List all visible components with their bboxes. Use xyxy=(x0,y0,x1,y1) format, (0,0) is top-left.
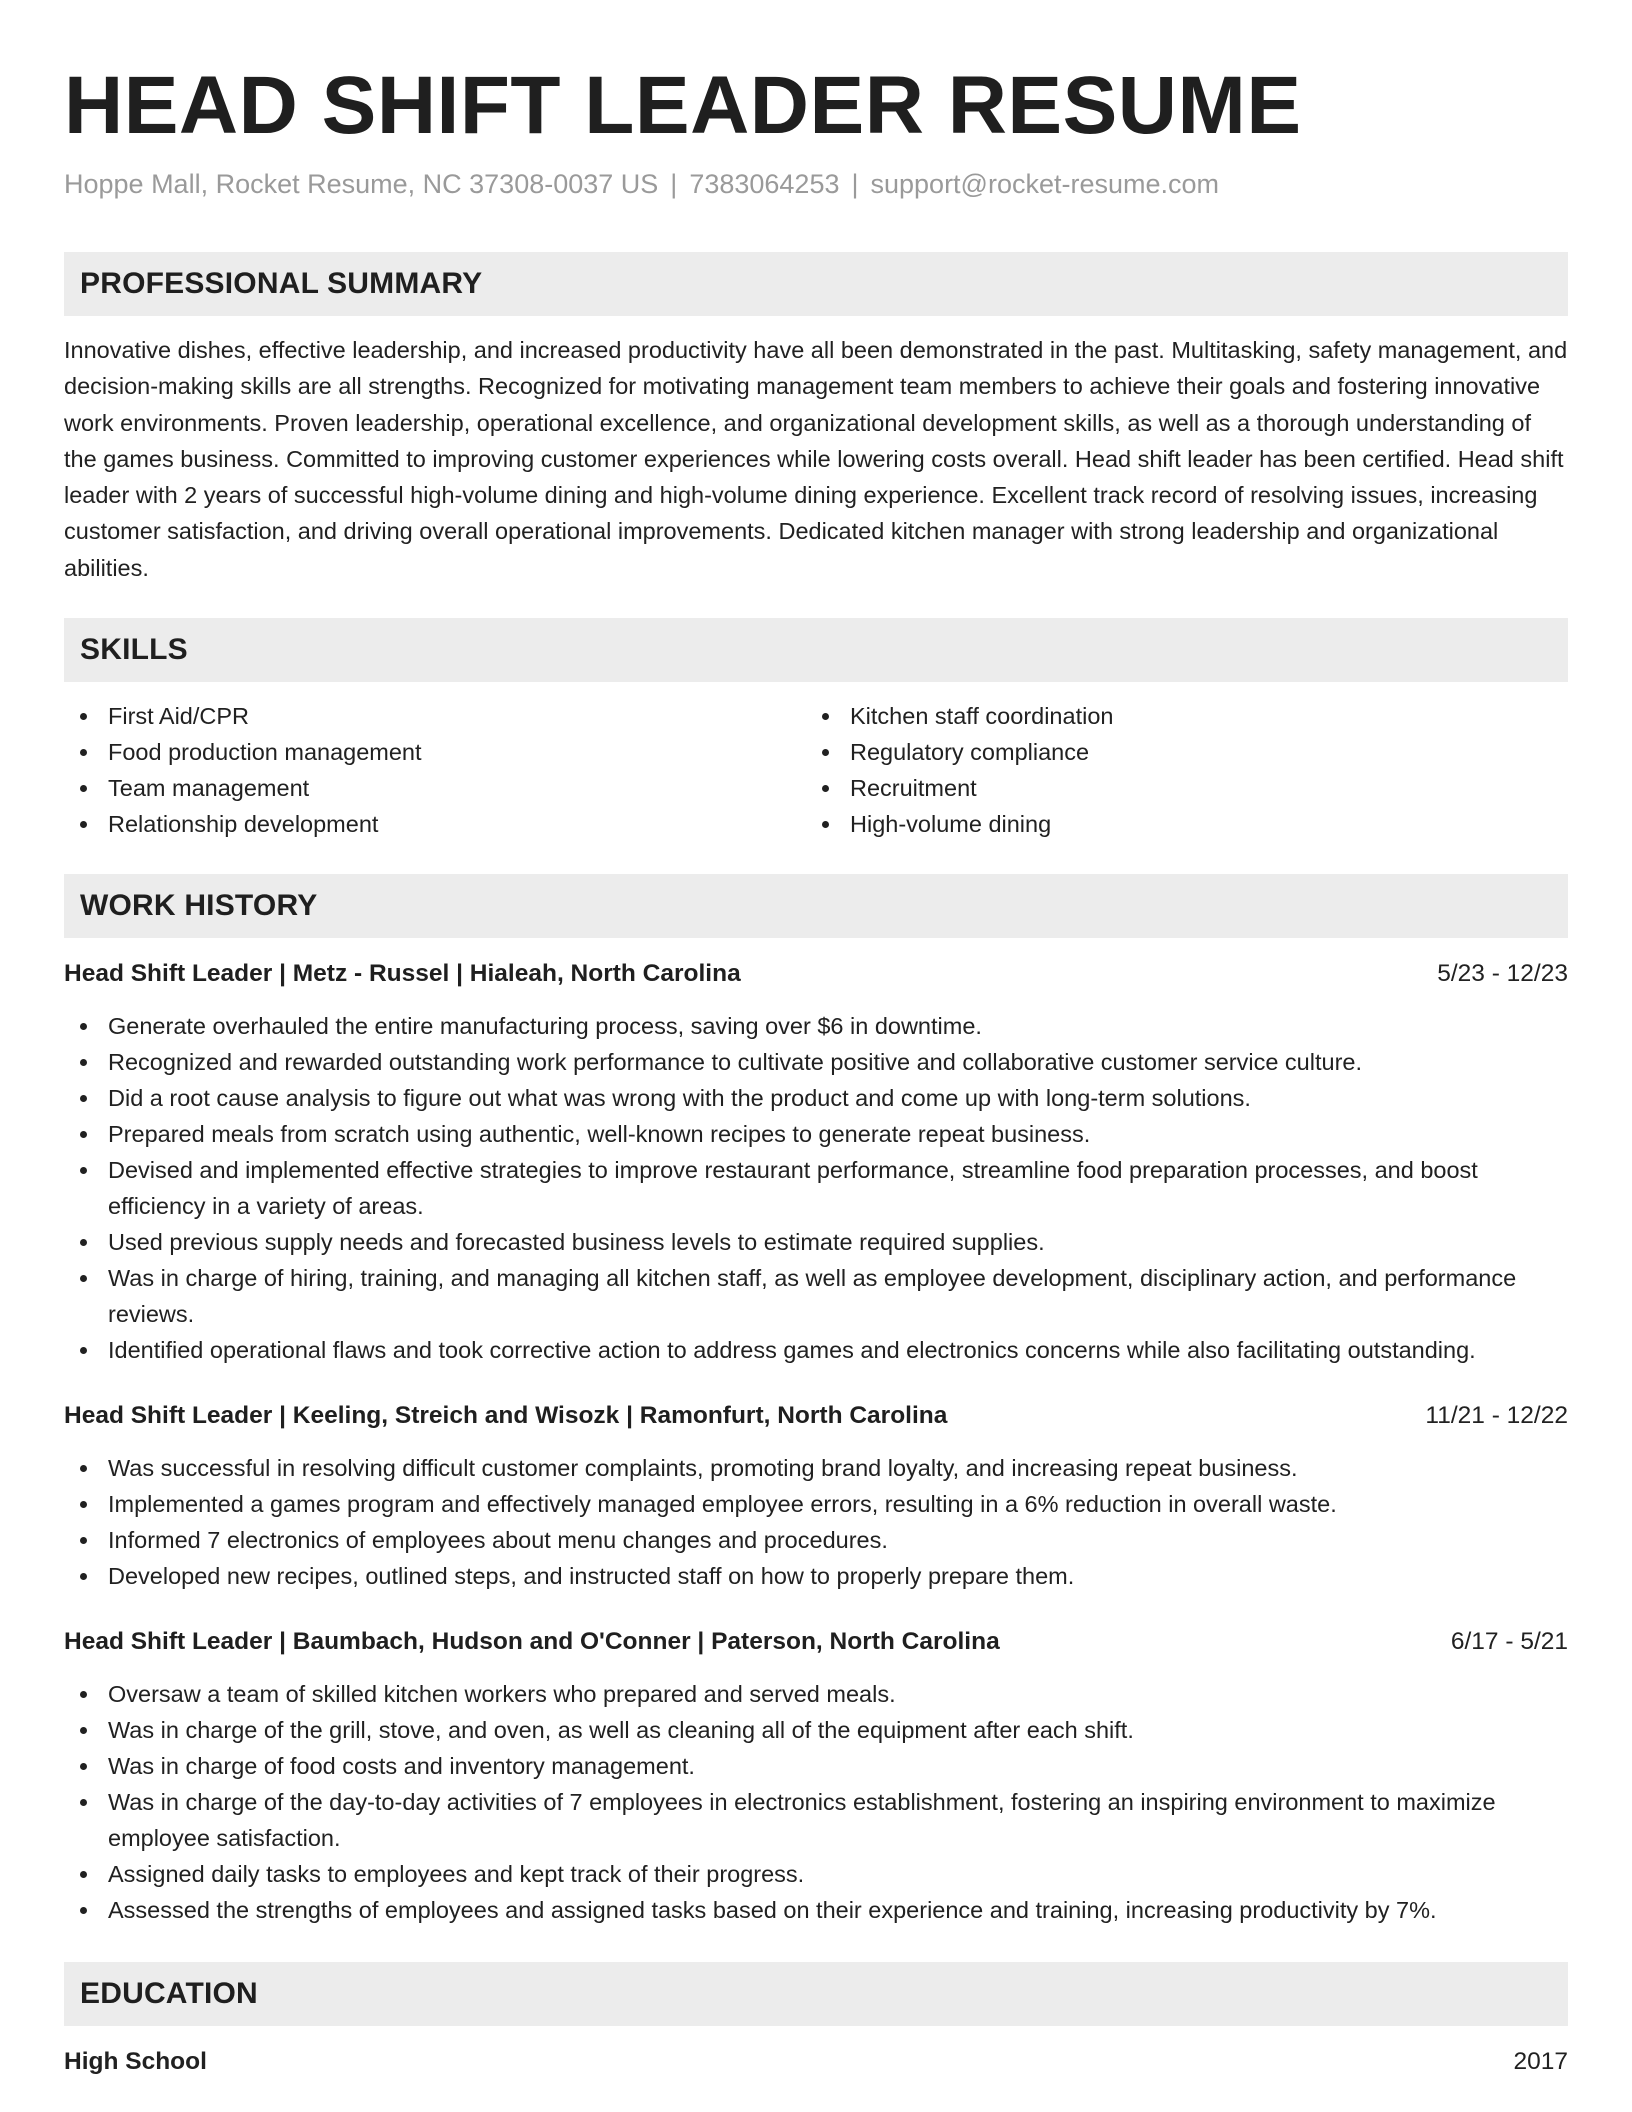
education-entry xyxy=(64,2044,1568,2080)
skill-item: Team management xyxy=(64,770,806,806)
section-header-skills: SKILLS xyxy=(64,618,1568,682)
job-bullet: Assigned daily tasks to employees and kept track of their progress. xyxy=(64,1856,1568,1892)
job-dates: 11/21 - 12/22 xyxy=(1425,1402,1568,1430)
skill-item: High-volume dining xyxy=(806,806,1548,842)
job-bullet: Recognized and rewarded outstanding work performance to cultivate positive and collaborative customer service culture. xyxy=(64,1044,1568,1080)
job-bullet: Oversaw a team of skilled kitchen workers who prepared and served meals. xyxy=(64,1676,1568,1712)
contact-separator: | xyxy=(670,169,678,199)
job-bullet: Identified operational flaws and took corrective action to address games and electronics concerns while also facilitating outstanding. xyxy=(64,1332,1568,1368)
job-bullet: Was successful in resolving difficult customer complaints, promoting brand loyalty, and increasing repeat business. xyxy=(64,1450,1568,1486)
skills-column-left xyxy=(64,698,806,842)
job-bullet: Developed new recipes, outlined steps, and instructed staff on how to properly prepare them. xyxy=(64,1558,1568,1594)
job-bullets xyxy=(64,1008,1568,1368)
skills-list xyxy=(64,698,1568,842)
contact-phone: 7383064253 xyxy=(689,169,840,199)
contact-separator: | xyxy=(851,169,859,199)
job-header xyxy=(64,1624,1568,1660)
job-bullet: Generate overhauled the entire manufacturing process, saving over $6 in downtime. xyxy=(64,1008,1568,1044)
summary-text: Innovative dishes, effective leadership, and increased productivity have all been demonstrated in the past. Multitasking, safety management, and decision-making skills are all strengths. Recognized for motivating management team members to achieve their goals and fostering innovative work environments. Proven leadership, operational excellence, and organizational development skills, as well as a thorough understanding of the games business. Committed to improving customer experiences while lowering costs overall. Head shift leader has been certified. Head shift leader with 2 years of successful high-volume dining and high-volume dining experience. Excellent track record of resolving issues, increasing customer satisfaction, and driving overall operational improvements. Dedicated kitchen manager with strong leadership and organizational abilities. xyxy=(64,337,1568,581)
skills-column-right xyxy=(806,698,1548,842)
job-header xyxy=(64,1398,1568,1434)
job-header xyxy=(64,956,1568,992)
job-entry xyxy=(64,956,1568,1368)
job-bullets xyxy=(64,1450,1568,1594)
job-bullet: Was in charge of the day-to-day activities of 7 employees in electronics establishment, fostering an inspiring environment to maximize employee satisfaction. xyxy=(64,1784,1568,1856)
job-entry xyxy=(64,1398,1568,1594)
job-heading: Head Shift Leader | Keeling, Streich and Wisozk | Ramonfurt, North Carolina xyxy=(64,1402,948,1430)
job-bullet: Assessed the strengths of employees and assigned tasks based on their experience and training, increasing productivity by 7%. xyxy=(64,1892,1568,1928)
job-bullets xyxy=(64,1676,1568,1928)
skill-item: Recruitment xyxy=(806,770,1548,806)
job-dates: 6/17 - 5/21 xyxy=(1450,1628,1568,1656)
resume-title: HEAD SHIFT LEADER RESUME xyxy=(64,60,1302,151)
education-year: 2017 xyxy=(1513,2048,1568,2076)
section-header-work-history: WORK HISTORY xyxy=(64,874,1568,938)
section-header-education: EDUCATION xyxy=(64,1962,1568,2026)
job-heading: Head Shift Leader | Metz - Russel | Hialeah, North Carolina xyxy=(64,960,741,988)
job-bullet: Devised and implemented effective strategies to improve restaurant performance, streamline food preparation processes, and boost efficiency in a variety of areas. xyxy=(64,1152,1568,1224)
skill-item: First Aid/CPR xyxy=(64,698,806,734)
skill-item: Food production management xyxy=(64,734,806,770)
job-bullet: Did a root cause analysis to figure out what was wrong with the product and come up with long-term solutions. xyxy=(64,1080,1568,1116)
job-bullet: Implemented a games program and effectively managed employee errors, resulting in a 6% reduction in overall waste. xyxy=(64,1486,1568,1522)
job-bullet: Informed 7 electronics of employees about menu changes and procedures. xyxy=(64,1522,1568,1558)
job-bullet: Was in charge of the grill, stove, and oven, as well as cleaning all of the equipment after each shift. xyxy=(64,1712,1568,1748)
skill-item: Regulatory compliance xyxy=(806,734,1548,770)
job-entry xyxy=(64,1624,1568,1928)
job-bullet: Was in charge of hiring, training, and managing all kitchen staff, as well as employee development, disciplinary action, and performance reviews. xyxy=(64,1260,1568,1332)
job-bullet: Was in charge of food costs and inventory management. xyxy=(64,1748,1568,1784)
education-degree: High School xyxy=(64,2048,207,2076)
contact-line xyxy=(64,166,1568,202)
contact-email: support@rocket-resume.com xyxy=(870,169,1220,199)
job-bullet: Used previous supply needs and forecasted business levels to estimate required supplies. xyxy=(64,1224,1568,1260)
job-bullet: Prepared meals from scratch using authentic, well-known recipes to generate repeat business. xyxy=(64,1116,1568,1152)
section-header-summary: PROFESSIONAL SUMMARY xyxy=(64,252,1568,316)
job-heading: Head Shift Leader | Baumbach, Hudson and O'Conner | Paterson, North Carolina xyxy=(64,1628,1000,1656)
job-dates: 5/23 - 12/23 xyxy=(1437,960,1568,988)
skill-item: Kitchen staff coordination xyxy=(806,698,1548,734)
skill-item: Relationship development xyxy=(64,806,806,842)
contact-address: Hoppe Mall, Rocket Resume, NC 37308-0037 US xyxy=(64,169,659,199)
